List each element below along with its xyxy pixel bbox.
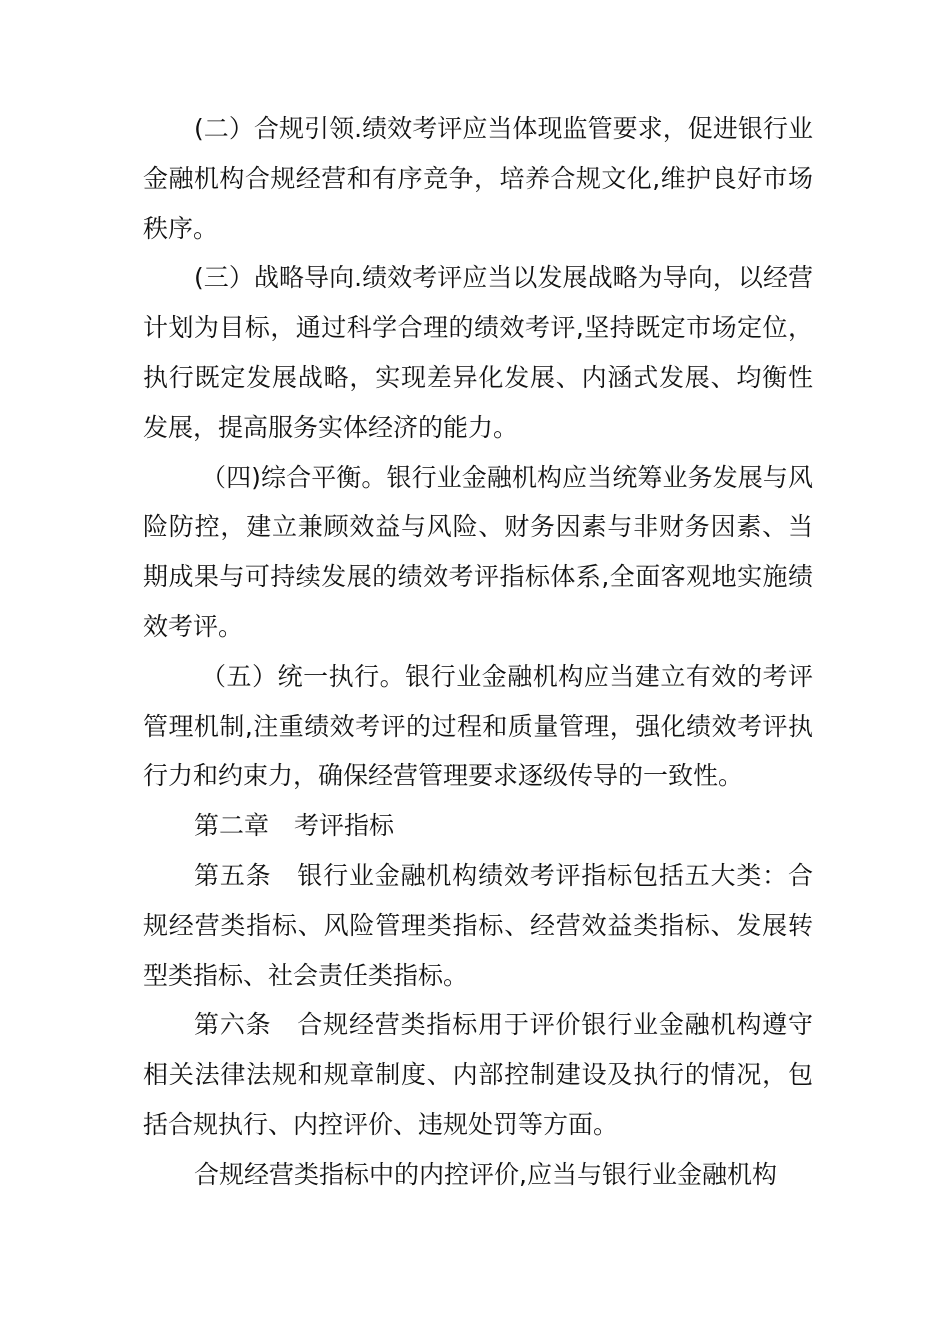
paragraph-unified-execution: （五）统一执行。银行业金融机构应当建立有效的考评管理机制,注重绩效考评的过程和质量管理，强化绩效考评执行力和约束力，确保经营管理要求逐级传导的一致性。 bbox=[143, 661, 813, 791]
paragraph-comprehensive-balance: （四)综合平衡。银行业金融机构应当统筹业务发展与风险防控，建立兼顾效益与风险、财务因素与非财务因素、当期成果与可持续发展的绩效考评指标体系,全面客观地实施绩效考评。 bbox=[143, 462, 813, 641]
article-five: 第五条 银行业金融机构绩效考评指标包括五大类：合规经营类指标、风险管理类指标、经营效益类指标、发展转型类指标、社会责任类指标。 bbox=[143, 860, 813, 990]
document-body bbox=[143, 104, 813, 1200]
article-six: 第六条 合规经营类指标用于评价银行业金融机构遵守相关法律法规和规章制度、内部控制建设及执行的情况，包括合规执行、内控评价、违规处罚等方面。 bbox=[143, 1010, 813, 1139]
paragraph-strategy-orientation: (三）战略导向.绩效考评应当以发展战略为导向，以经营计划为目标，通过科学合理的绩效考评,坚持既定市场定位，执行既定发展战略，实现差异化发展、内涵式发展、均衡性发展，提高服务实体经济的能力。 bbox=[143, 263, 813, 442]
paragraph-internal-control: 合规经营类指标中的内控评价,应当与银行业金融机构 bbox=[194, 1159, 777, 1189]
chapter-heading: 第二章 考评指标 bbox=[194, 811, 395, 841]
paragraph-compliance-leading: (二）合规引领.绩效考评应当体现监管要求，促进银行业金融机构合规经营和有序竞争，培养合规文化,维护良好市场秩序。 bbox=[143, 114, 813, 243]
